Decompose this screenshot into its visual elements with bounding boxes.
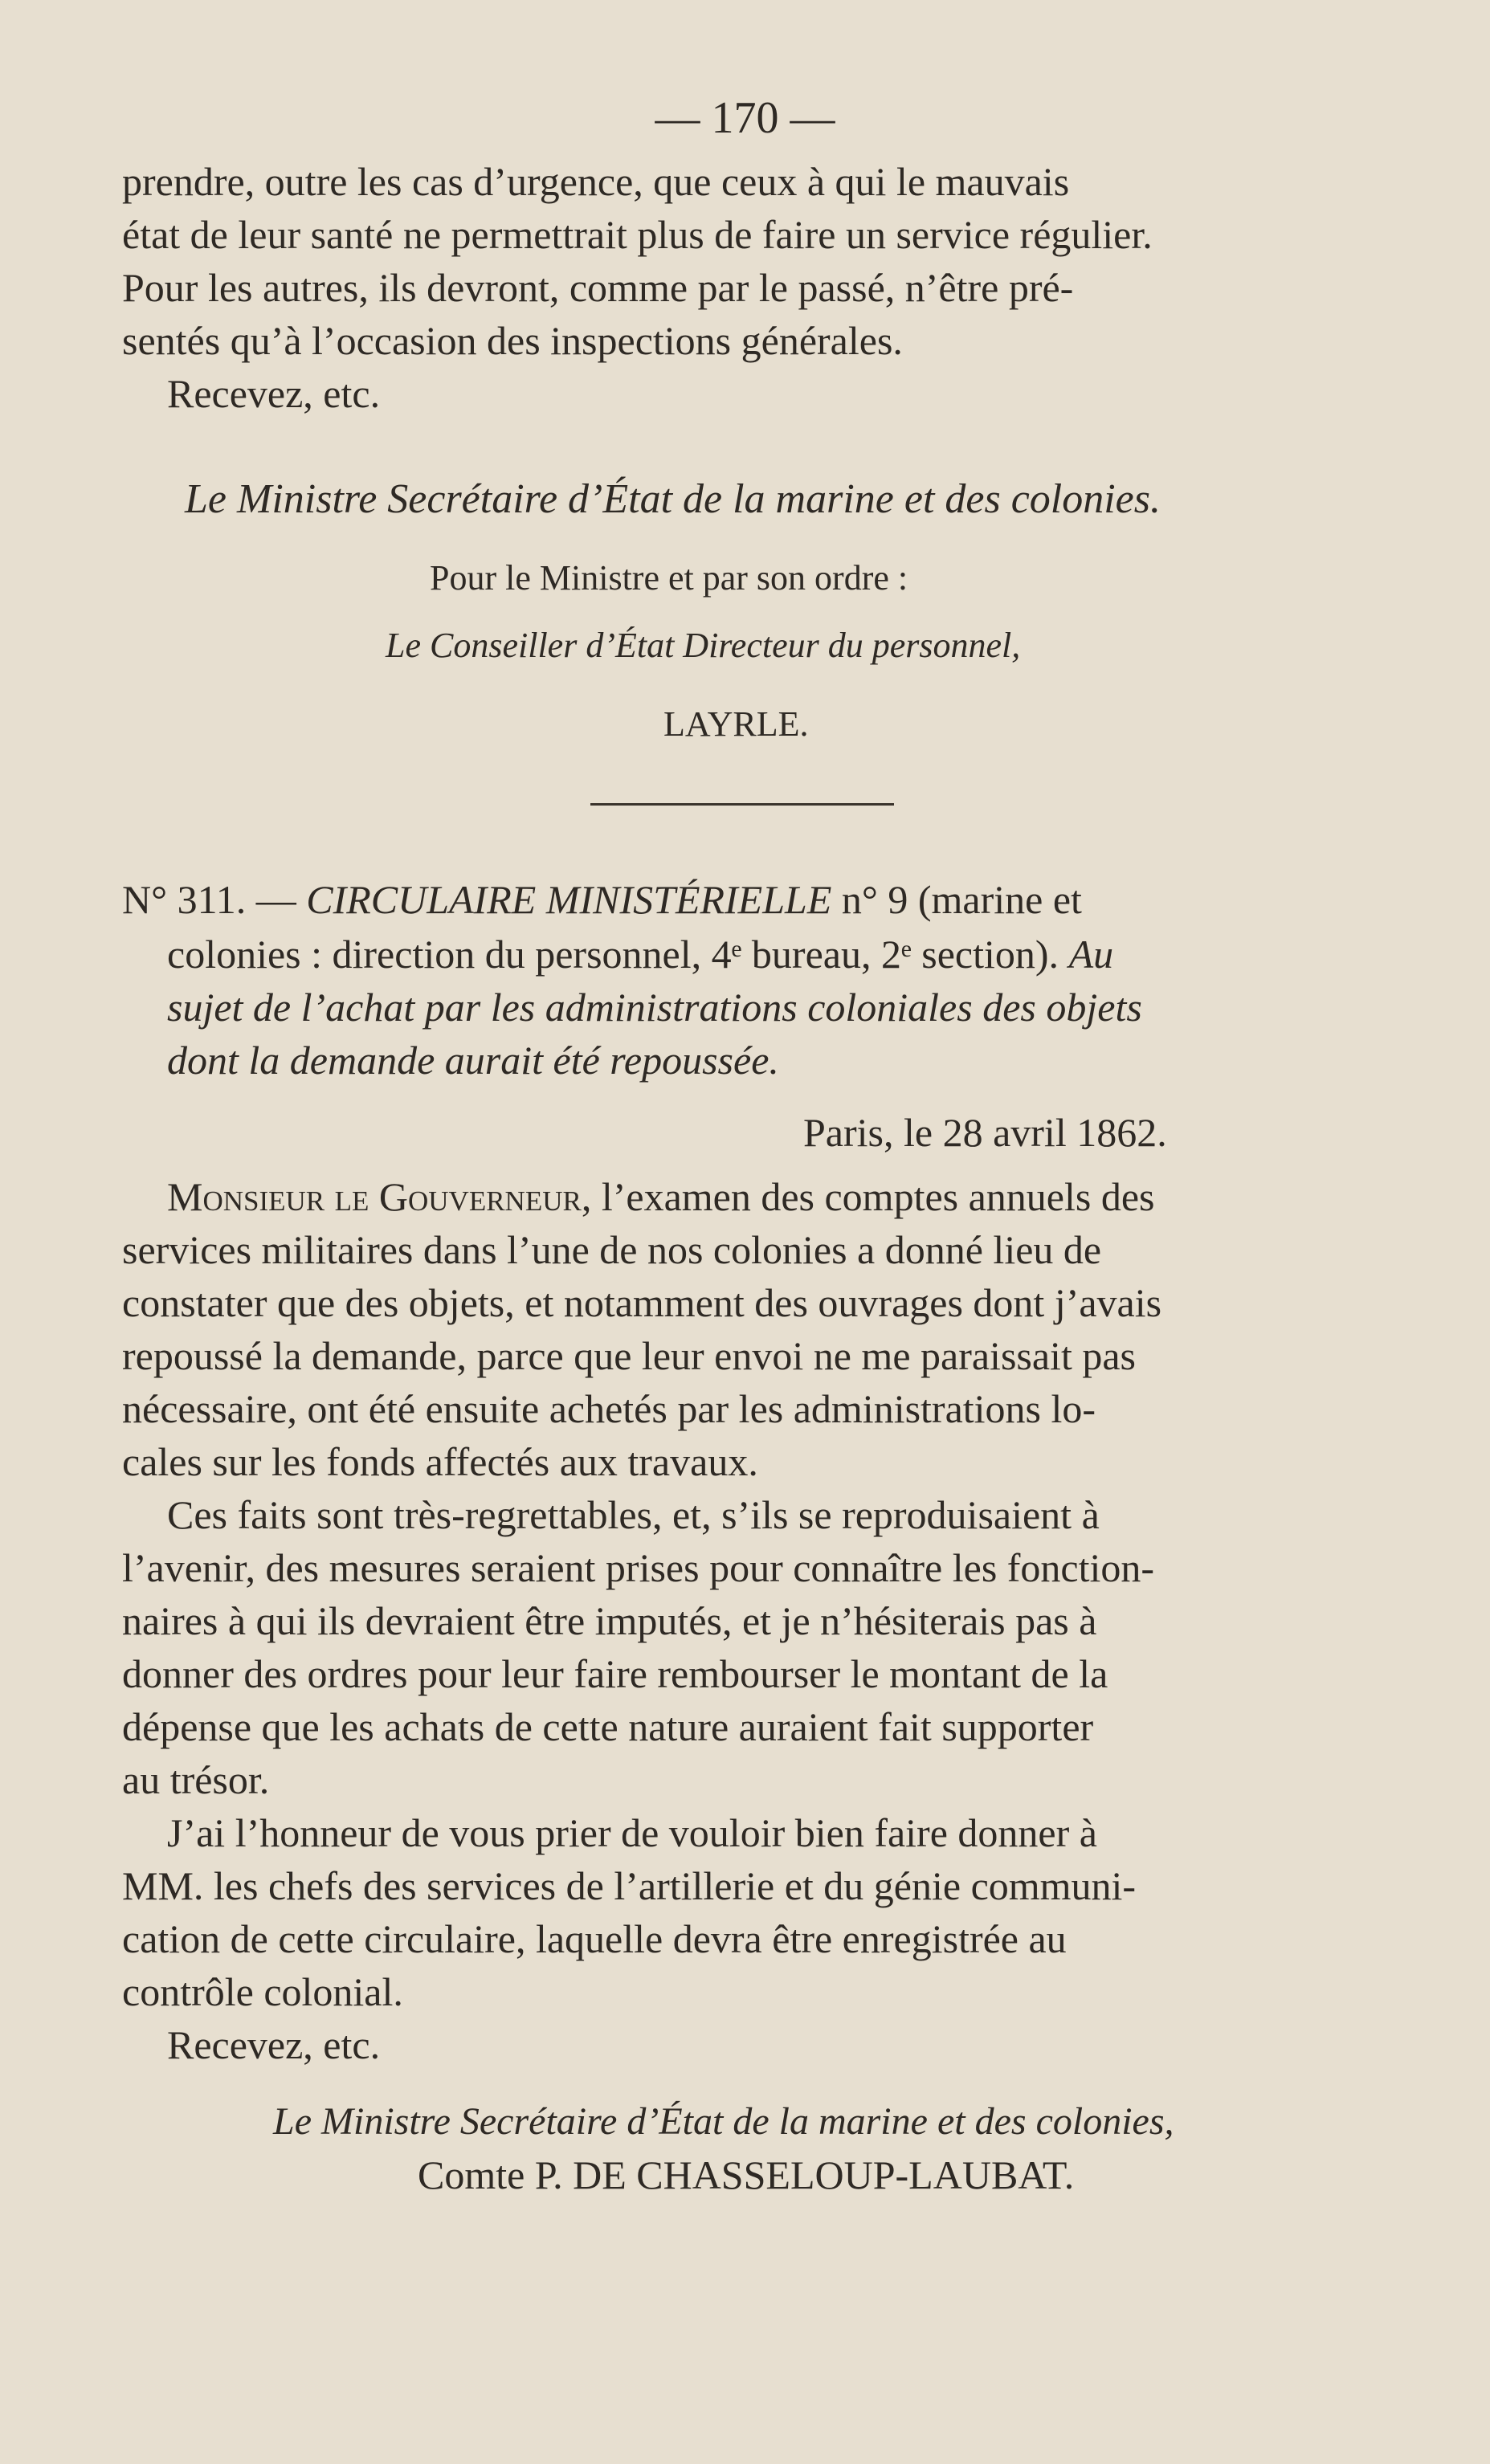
- circular-body-line-12: au trésor.: [122, 1757, 270, 1802]
- circular-title: CIRCULAIRE MINISTÉRIELLE: [306, 877, 832, 922]
- circular-body-line-9: naires à qui ils devraient être imputés, et je n’hésiterais pas à: [122, 1598, 1097, 1643]
- section-divider: [590, 803, 894, 806]
- circular-heading-line-1: [122, 875, 1082, 924]
- continuation-line-1: prendre, outre les cas d’urgence, que ceux à qui le mauvais: [122, 159, 1070, 204]
- circular-body-line-6: cales sur les fonds affectés aux travaux.: [122, 1439, 758, 1484]
- page-number: — 170 —: [655, 93, 835, 143]
- circular-body-line-15: cation de cette circulaire, laquelle devra être enregistrée au: [122, 1916, 1067, 1961]
- circular-dash: —: [255, 877, 296, 922]
- circular-body-line-10: donner des ordres pour leur faire rembourser le montant de la: [122, 1651, 1108, 1696]
- first-signature-name: LAYRLE.: [663, 704, 809, 744]
- circular-body-line-2: services militaires dans l’une de nos colonies a donné lieu de: [122, 1227, 1102, 1272]
- continuation-line-3: Pour les autres, ils devront, comme par le passé, n’être pré-: [122, 265, 1074, 310]
- circular-salutation: Monsieur le Gouverneur,: [167, 1174, 592, 1219]
- circular-dateline: Paris, le 28 avril 1862.: [803, 1110, 1167, 1155]
- circular-body-line-14: MM. les chefs des services de l’artillerie et du génie communi-: [122, 1863, 1137, 1908]
- circular-body-line-11: dépense que les achats de cette nature auraient fait supporter: [122, 1704, 1094, 1749]
- continuation-line-4: sentés qu’à l’occasion des inspections générales.: [122, 318, 903, 363]
- continuation-line-2: état de leur santé ne permettrait plus de faire un service régulier.: [122, 212, 1153, 257]
- circular-signature-title: Le Ministre Secrétaire d’État de la marine et des colonies,: [273, 2100, 1174, 2143]
- continuation-closing: Recevez, etc.: [167, 371, 381, 416]
- circular-heading-line-4: dont la demande aurait été repoussée.: [167, 1038, 779, 1083]
- circular-body-first-text: l’examen des comptes annuels des: [601, 1174, 1155, 1219]
- first-signature-role: Le Conseiller d’État Directeur du personnel,: [386, 626, 1021, 665]
- circular-number: N° 311.: [122, 877, 247, 922]
- first-signature-for: Pour le Ministre et par son ordre :: [430, 558, 908, 598]
- circular-heading-line-2: [167, 930, 1113, 978]
- circular-heading-italic: Au: [1068, 932, 1114, 977]
- circular-heading-text: colonies : direction du personnel, 4ᵉ bureau, 2ᵉ section).: [167, 932, 1059, 977]
- circular-body-line-3: constater que des objets, et notamment des ouvrages dont j’avais: [122, 1280, 1162, 1325]
- circular-signature-name: Comte P. DE CHASSELOUP-LAUBAT.: [418, 2152, 1075, 2197]
- circular-heading-rest: n° 9 (marine et: [841, 877, 1082, 922]
- circular-body-line-5: nécessaire, ont été ensuite achetés par les administrations lo-: [122, 1386, 1096, 1431]
- first-signature-title: Le Ministre Secrétaire d’État de la marine et des colonies.: [185, 476, 1161, 522]
- circular-body-line-7: Ces faits sont très-regrettables, et, s’ils se reproduisaient à: [167, 1492, 1100, 1537]
- circular-body-line-4: repoussé la demande, parce que leur envoi ne me paraissait pas: [122, 1333, 1136, 1378]
- circular-closing: Recevez, etc.: [167, 2022, 381, 2067]
- circular-body-line-16: contrôle colonial.: [122, 1969, 403, 2014]
- circular-body-line-8: l’avenir, des mesures seraient prises pour connaître les fonction-: [122, 1545, 1155, 1590]
- circular-heading-line-3: sujet de l’achat par les administrations coloniales des objets: [167, 985, 1142, 1030]
- circular-body-line-1: [167, 1173, 1155, 1221]
- circular-body-line-13: J’ai l’honneur de vous prier de vouloir bien faire donner à: [167, 1810, 1097, 1855]
